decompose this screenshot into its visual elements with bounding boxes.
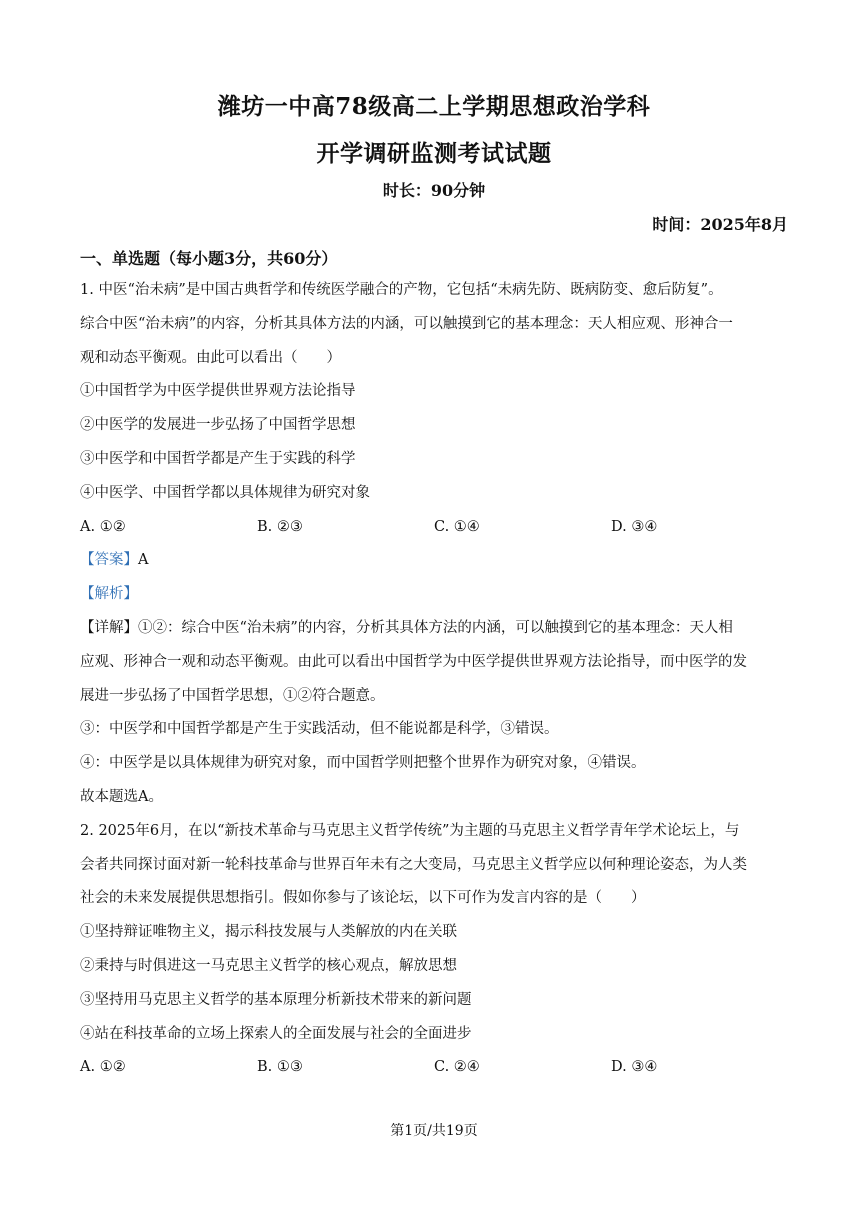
question-stem-line: 会者共同探讨面对新一轮科技革命与世界百年未有之大变局，马克思主义哲学应以何种理论姿态，为人类	[80, 856, 747, 873]
option-d: D. ③④	[611, 518, 658, 535]
page-title: 潍坊一中高78级高二上学期思想政治学科	[217, 93, 651, 120]
question-1	[80, 274, 788, 1085]
answer-options	[80, 1051, 788, 1085]
answer-label: 【答案】	[80, 552, 138, 569]
option-b: B. ①③	[257, 1059, 303, 1076]
option-a: A. ①②	[80, 518, 126, 535]
page-subtitle: 开学调研监测考试试题	[316, 140, 552, 167]
answer-line	[80, 544, 788, 578]
answer-value: A	[138, 552, 149, 569]
detail-line: 【详解】①②：综合中医“治未病”的内容，分析其具体方法的内涵，可以触摸到它的基本理念：天人相	[80, 619, 733, 636]
answer-options	[80, 511, 788, 545]
statement-item: ②中医学的发展进一步弘扬了中国哲学思想	[80, 417, 356, 434]
question-stem-line: 社会的未来发展提供思想指引。假如你参与了该论坛，以下可作为发言内容的是（ ）	[80, 890, 646, 907]
question-stem-line: 2. 2025年6月，在以“新技术革命与马克思主义哲学传统”为主题的马克思主义哲学青年学术论坛上，与	[80, 822, 740, 839]
detail-line: 故本题选A。	[80, 788, 163, 805]
exam-duration: 时长：90分钟	[382, 181, 486, 200]
statement-item: ②秉持与时俱进这一马克思主义哲学的核心观点，解放思想	[80, 957, 457, 974]
detail-line: 展进一步弘扬了中国哲学思想，①②符合题意。	[80, 687, 385, 704]
statement-item: ④中医学、中国哲学都以具体规律为研究对象	[80, 484, 370, 501]
option-c: C. ②④	[434, 1059, 480, 1076]
statement-item: ③坚持用马克思主义哲学的基本原理分析新技术带来的新问题	[80, 991, 472, 1008]
option-c: C. ①④	[434, 518, 480, 535]
statement-item: ①中国哲学为中医学提供世界观方法论指导	[80, 383, 356, 400]
question-stem-line: 观和动态平衡观。由此可以看出（ ）	[80, 349, 341, 366]
exam-date: 时间：2025年8月	[652, 215, 788, 234]
statement-item: ③中医学和中国哲学都是产生于实践的科学	[80, 450, 356, 467]
section-heading: 一、单选题（每小题3分，共60分）	[80, 249, 338, 268]
question-stem-line: 综合中医“治未病”的内容，分析其具体方法的内涵，可以触摸到它的基本理念：天人相应观、形神合一	[80, 315, 733, 332]
detail-line: ③：中医学和中国哲学都是产生于实践活动，但不能说都是科学，③错误。	[80, 721, 559, 738]
detail-line: 应观、形神合一观和动态平衡观。由此可以看出中国哲学为中医学提供世界观方法论指导，而中医学的发	[80, 653, 747, 670]
statement-item: ①坚持辩证唯物主义，揭示科技发展与人类解放的内在关联	[80, 924, 457, 941]
page-footer: 第1页/共19页	[390, 1123, 478, 1139]
statement-item: ④站在科技革命的立场上探索人的全面发展与社会的全面进步	[80, 1025, 472, 1042]
detail-line: ④：中医学是以具体规律为研究对象，而中国哲学则把整个世界作为研究对象，④错误。	[80, 755, 646, 772]
option-a: A. ①②	[80, 1059, 126, 1076]
option-b: B. ②③	[257, 518, 303, 535]
question-stem-line: 1. 中医“治未病”是中国古典哲学和传统医学融合的产物，它包括“未病先防、既病防变、愈后防复”。	[80, 282, 723, 298]
analysis-label: 【解析】	[80, 586, 138, 603]
option-d: D. ③④	[611, 1059, 658, 1076]
